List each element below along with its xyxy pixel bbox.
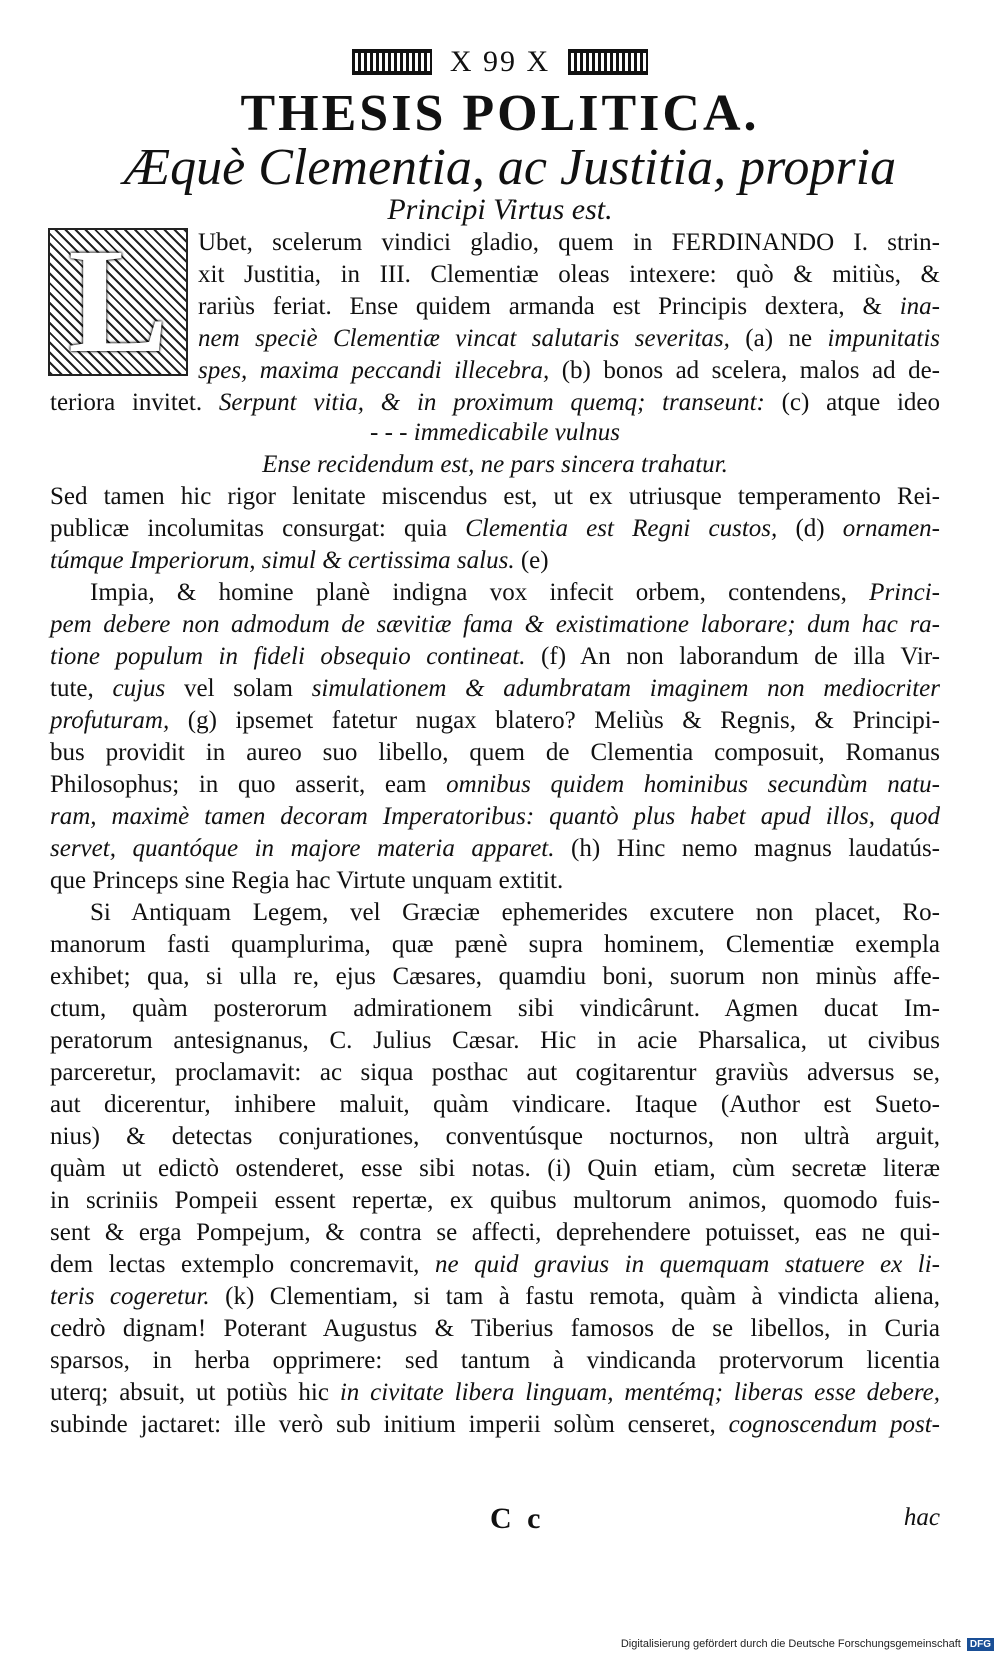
text-segment: Philosophus; in quo asserit, eam (50, 771, 447, 798)
text-line (50, 450, 940, 480)
text-segment: (a) ne (729, 325, 828, 352)
text-line (90, 578, 940, 608)
text-line (50, 1026, 940, 1056)
text-segment: quàm ut edictò ostenderet, esse sibi notas. (i) Quin etiam, cùm secretæ literæ (50, 1155, 940, 1182)
text-segment: Ubet, scelerum vindici gladio, quem in FERDINANDO I. strin- (198, 229, 940, 256)
text-line (50, 706, 940, 736)
text-line (50, 642, 940, 672)
text-line (50, 1346, 940, 1376)
signature-mark: C c (490, 1502, 545, 1535)
text-segment: nius) & detectas conjurationes, conventúsque nocturnos, non ultrà arguit, (50, 1123, 940, 1150)
italic-text-segment: Serpunt vitia, & in proximum quemq; transeunt: (218, 389, 765, 416)
italic-text-segment: - - - immedicabile vulnus (370, 419, 620, 446)
text-segment: aut dicerentur, inhibere maluit, quàm vindicare. Itaque (Author est Sueto- (50, 1091, 940, 1118)
text-line (50, 1218, 940, 1248)
italic-text-segment: cujus (112, 675, 166, 702)
ornament-left-icon (352, 49, 432, 75)
italic-text-segment: tione populum in fideli obsequio contineat. (50, 643, 526, 670)
text-segment: Sed tamen hic rigor lenitate miscendus est, ut ex utriusque temperamento Rei- (50, 483, 940, 510)
text-segment: (e) (514, 547, 549, 574)
text-segment: bus providit in aureo suo libello, quem de Clementia composuit, Romanus (50, 739, 940, 766)
italic-text-segment: ina- (899, 293, 940, 320)
digitization-credit (621, 1638, 994, 1651)
text-line (50, 962, 940, 992)
text-segment: que Princeps sine Regia hac Virtute unquam extitit. (50, 867, 564, 894)
text-line (50, 388, 940, 418)
running-header (0, 42, 1000, 80)
text-segment: (b) bonos ad scelera, malos ad de- (549, 357, 940, 384)
text-segment: tute, (50, 675, 113, 702)
italic-text-segment: túmque Imperiorum, simul & certissima salus. (50, 547, 515, 574)
text-segment: manorum fasti quamplurima, quæ pænè supra hominem, Clementiæ exempla (50, 931, 940, 958)
text-segment: subinde jactaret: ille verò sub initium imperii solùm censeret, (50, 1411, 729, 1438)
text-segment: parceretur, proclamavit: ac siqua posthac aut cogitarentur graviùs adversus se, (50, 1059, 940, 1086)
italic-text-segment: ne quid gravius in quemquam statuere ex li- (434, 1251, 941, 1278)
text-line (50, 418, 940, 448)
italic-text-segment: in civitate libera linguam, mentémq; liberas esse debere, (339, 1379, 940, 1406)
text-segment: exhibet; qua, si ulla re, ejus Cæsares, quamdiu boni, suorum non minùs affe- (50, 963, 940, 990)
italic-text-segment: ornamen- (842, 515, 940, 542)
italic-text-segment: profuturam, (50, 707, 170, 734)
text-line (50, 834, 940, 864)
text-line (50, 1410, 940, 1440)
text-line (50, 1090, 940, 1120)
italic-text-segment: impunitatis (827, 325, 940, 352)
text-line (198, 292, 940, 322)
italic-text-segment: servet, quantóque in majore materia apparet. (50, 835, 555, 862)
text-line (198, 324, 940, 354)
drop-cap-letter: L (68, 218, 169, 384)
text-segment: cedrò dignam! Poterant Augustus & Tiberius famosos de se libellos, in Curia (50, 1315, 940, 1342)
text-segment: xit Justitia, in III. Clementiæ oleas intexere: quò & mitiùs, & (198, 261, 940, 288)
text-segment: dem lectas extemplo concremavit, (50, 1251, 435, 1278)
italic-text-segment: omnibus quidem hominibus secundùm natu- (446, 771, 941, 798)
text-line (50, 610, 940, 640)
text-line (50, 1250, 940, 1280)
text-line (50, 866, 940, 896)
text-line (50, 770, 940, 800)
italic-text-segment: pem debere non admodum de sævitiæ fama & existimatione laborare; dum hac ra- (50, 611, 940, 638)
text-segment: uterq; absuit, ut potiùs hic (50, 1379, 340, 1406)
italic-text-segment: spes, maxima peccandi illecebra, (198, 357, 550, 384)
text-line (50, 674, 940, 704)
text-line (198, 260, 940, 290)
italic-text-segment: Princi- (869, 579, 940, 606)
italic-text-segment: teris cogeretur. (50, 1283, 210, 1310)
page-title: THESIS POLITICA. (240, 85, 760, 142)
italic-text-segment: cognoscendum post- (728, 1411, 940, 1438)
text-line (50, 994, 940, 1024)
page-number: X 99 X (449, 45, 551, 79)
text-line (198, 228, 940, 258)
text-segment: (k) Clementiam, si tam à fastu remota, quàm à vindicta aliena, (209, 1283, 940, 1310)
subtitle-line-2: Principi Virtus est. (387, 193, 613, 226)
subtitle-line-1: Æquè Clementia, ac Justitia, propria (123, 139, 897, 196)
text-segment: (c) atque ideo (764, 389, 941, 416)
text-line (50, 546, 940, 576)
italic-text-segment: simulationem & adumbratam imaginem non mediocriter (311, 675, 940, 702)
text-line (50, 482, 940, 512)
dfg-logo: DFG (967, 1638, 994, 1651)
italic-text-segment: nem speciè Clementiæ vincat salutaris severitas, (198, 325, 730, 352)
text-segment: (f) An non laborandum de illa Vir- (525, 643, 940, 670)
text-segment: (g) ipsemet fatetur nugax blatero? Meliùs & Regnis, & Principi- (169, 707, 940, 734)
ornament-right-icon (568, 49, 648, 75)
text-line (50, 1282, 940, 1312)
credit-text: Digitalisierung gefördert durch die Deutsche Forschungsgemeinschaft (620, 1638, 961, 1650)
catchword: hac (903, 1504, 940, 1531)
drop-cap-initial (48, 218, 188, 384)
text-line (198, 356, 940, 386)
text-line (50, 738, 940, 768)
text-segment: (d) (777, 515, 843, 542)
text-segment: ctum, quàm posterorum admirationem sibi vindicârunt. Agmen ducat Im- (50, 995, 940, 1022)
text-line (50, 1058, 940, 1088)
text-segment: in scriniis Pompeii essent repertæ, ex quibus multorum animos, quomodo fuis- (50, 1187, 940, 1214)
text-segment: teriora invitet. (50, 389, 219, 416)
text-segment: peratorum antesignanus, C. Julius Cæsar. Hic in acie Pharsalica, ut civibus (50, 1027, 940, 1054)
text-line (50, 514, 940, 544)
italic-text-segment: ram, maximè tamen decoram Imperatoribus: quantò plus habet apud illos, quod (50, 803, 940, 830)
text-line (50, 1314, 940, 1344)
text-segment: rariùs feriat. Ense quidem armanda est Principis dextera, & (198, 293, 900, 320)
text-segment: Si Antiquam Legem, vel Græciæ ephemerides excutere non placet, Ro- (90, 899, 940, 926)
text-segment: sent & erga Pompejum, & contra se affecti, deprehendere potuisset, eas ne qui- (50, 1219, 940, 1246)
text-line (50, 930, 940, 960)
text-line (50, 1378, 940, 1408)
text-segment: sparsos, in herba opprimere: sed tantum à vindicanda protervorum licentia (50, 1347, 940, 1374)
italic-text-segment: Ense recidendum est, ne pars sincera trahatur. (262, 451, 728, 478)
text-line (50, 1186, 940, 1216)
text-line (50, 1154, 940, 1184)
text-line (90, 898, 940, 928)
text-line (50, 1122, 940, 1152)
text-line (50, 802, 940, 832)
text-segment: (h) Hinc nemo magnus laudatús- (554, 835, 940, 862)
text-segment: vel solam (165, 675, 312, 702)
italic-text-segment: Clementia est Regni custos, (465, 515, 778, 542)
text-segment: publicæ incolumitas consurgat: quia (50, 515, 466, 542)
text-segment: Impia, & homine planè indigna vox infecit orbem, contendens, (90, 579, 870, 606)
